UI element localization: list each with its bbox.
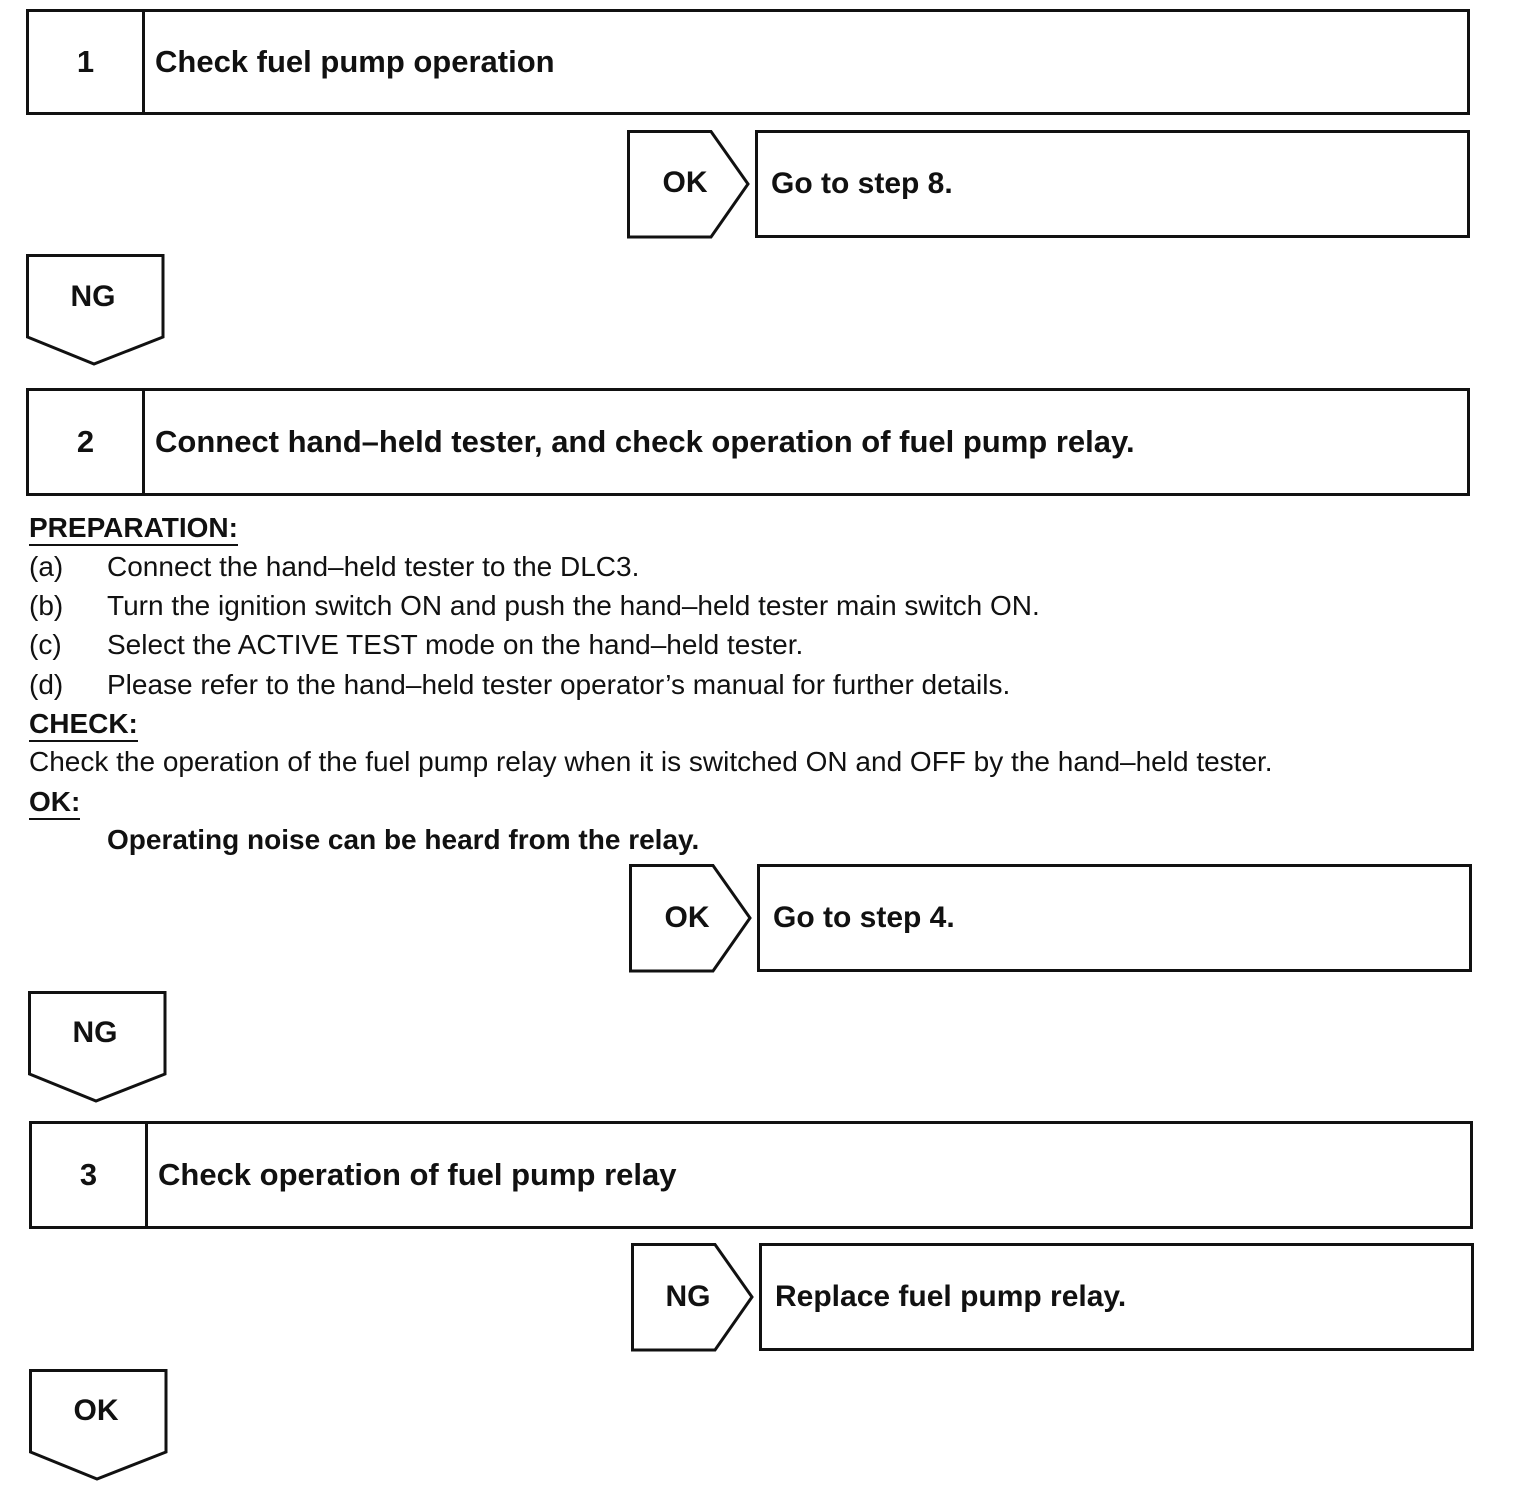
item-text: Turn the ignition switch ON and push the hand–held tester main switch ON. <box>107 590 1040 621</box>
step-2-box <box>26 388 1470 496</box>
step-number: 3 <box>32 1124 148 1226</box>
step-number: 2 <box>29 391 145 493</box>
item-text: Please refer to the hand–held tester operator’s manual for further details. <box>107 669 1011 700</box>
check-heading: CHECK: <box>29 708 138 742</box>
result-box-go-to-step-4: Go to step 4. <box>757 864 1472 972</box>
item-marker: (d) <box>29 669 64 700</box>
branch-label-ok: OK <box>662 166 708 199</box>
branch-label-ng: NG <box>665 1280 711 1313</box>
branch-label-ng: NG <box>70 280 116 313</box>
item-text: Connect the hand–held tester to the DLC3. <box>107 551 640 582</box>
branch-label-ng: NG <box>72 1016 118 1049</box>
result-box-go-to-step-8: Go to step 8. <box>755 130 1470 238</box>
check-text: Check the operation of the fuel pump relay when it is switched ON and OFF by the hand–held tester. <box>29 746 1273 777</box>
item-marker: (b) <box>29 590 64 621</box>
step-number: 1 <box>29 12 145 112</box>
step-1-box <box>26 9 1470 115</box>
item-marker: (a) <box>29 551 64 582</box>
ok-criteria-text: Operating noise can be heard from the relay. <box>107 824 700 855</box>
branch-label-ok: OK <box>73 1394 119 1427</box>
step-title: Check fuel pump operation <box>155 44 555 79</box>
branch-label-ok: OK <box>664 901 710 934</box>
step-3-box <box>29 1121 1473 1229</box>
item-marker: (c) <box>29 629 62 660</box>
step-title: Check operation of fuel pump relay <box>158 1157 677 1192</box>
result-box-replace-relay: Replace fuel pump relay. <box>759 1243 1474 1351</box>
preparation-heading: PREPARATION: <box>29 512 238 546</box>
step-title: Connect hand–held tester, and check operation of fuel pump relay. <box>155 424 1135 459</box>
item-text: Select the ACTIVE TEST mode on the hand–held tester. <box>107 629 804 660</box>
ok-criteria-heading: OK: <box>29 786 80 820</box>
